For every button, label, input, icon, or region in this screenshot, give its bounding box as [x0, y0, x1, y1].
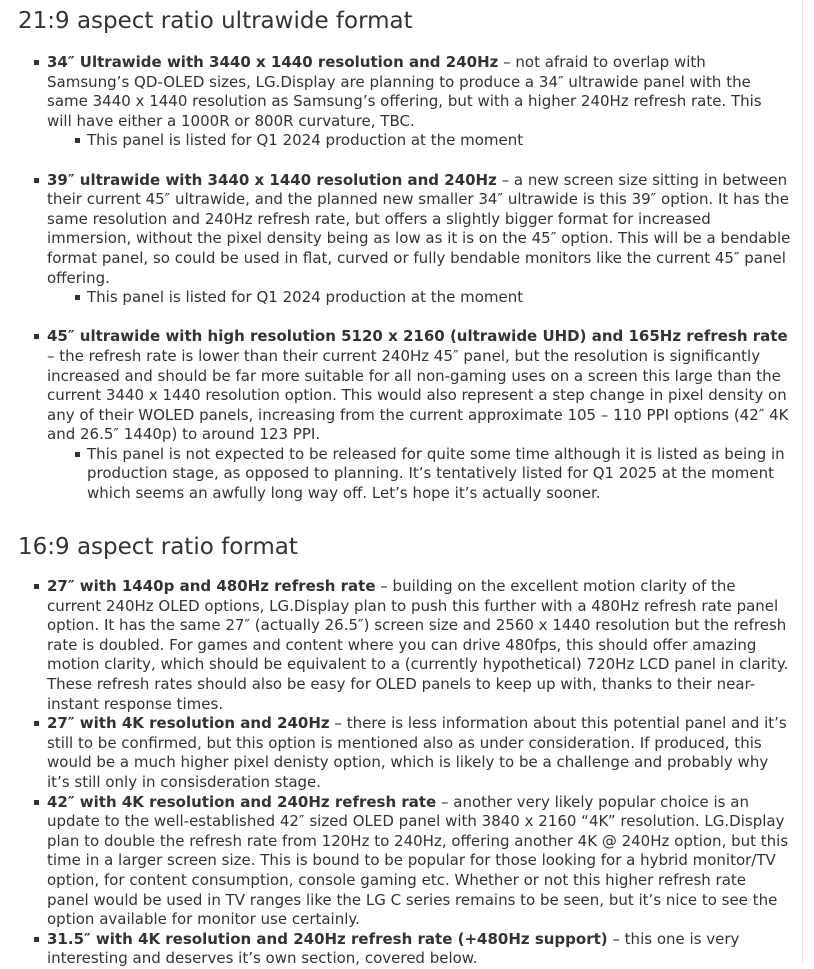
- item-title: 31.5″ with 4K resolution and 240Hz refresh rate (+480Hz support): [47, 929, 608, 948]
- list-item: [33, 327, 791, 503]
- item-title: 27″ with 1440p and 480Hz refresh rate: [47, 577, 376, 595]
- sub-list: [47, 445, 791, 504]
- item-title: 27″ with 4K resolution and 240Hz: [47, 714, 330, 733]
- item-title: 39″ ultrawide with 3440 x 1440 resolution and 240Hz: [47, 170, 497, 189]
- item-body: – there is less information about this potential panel and it’s still to be confirmed, but this option is mentioned also as under consideration. If produced, this would be a much higher pixel denisty option, which is likely to be a challenge and probably why it’s still only in consisderation stage.: [47, 714, 787, 791]
- item-title: 42″ with 4K resolution and 240Hz refresh rate: [47, 792, 437, 811]
- sub-list-item: This panel is listed for Q1 2024 production at the moment: [87, 131, 791, 151]
- item-title: 34″ Ultrawide with 3440 x 1440 resolution and 240Hz: [47, 53, 499, 71]
- sub-list-item: This panel is not expected to be released for quite some time although it is listed as being in production stage, as opposed to planning. It’s tentatively listed for Q1 2025 at the moment which seems an awfully long way off. Let’s hope it’s actually sooner.: [87, 445, 791, 504]
- sub-list: [47, 288, 791, 308]
- ultrawide-panel-list: [33, 53, 791, 504]
- sub-list: [47, 131, 791, 151]
- list-item: [33, 714, 791, 792]
- item-body: – not afraid to overlap with Samsung’s QD-OLED sizes, LG.Display are planning to produce a 34″ ultrawide panel with the same 3440 x 1440 resolution as Samsung’s offering, but with a higher 240Hz refresh rate. This will have either a 1000R or 800R curvature, TBC.: [47, 53, 762, 130]
- list-item: [33, 793, 791, 930]
- standard-panel-list: [33, 577, 791, 969]
- list-item: [33, 171, 791, 308]
- item-body: – this one is very interesting and deserves it’s own section, covered below.: [47, 929, 740, 968]
- sub-list-item: This panel is listed for Q1 2024 production at the moment: [87, 288, 791, 308]
- item-body: – the refresh rate is lower than their current 240Hz 45″ panel, but the resolution is significantly increased and should be far more suitable for all non-gaming uses on a screen this large than the current 3440 x 1440 resolution option. This would also represent a step change in pixel density on any of their WOLED panels, increasing from the current approximate 105 – 110 PPI options (42″ 4K and 26.5″ 1440p) to around 123 PPI.: [47, 346, 789, 444]
- item-body: – building on the excellent motion clarity of the current 240Hz OLED options, LG.Display plan to push this further with a 480Hz refresh rate panel option. It has the same 27″ (actually 26.5″) screen size and 2560 x 1440 resolution but the refresh rate is doubled. For games and content where you can drive 480fps, this should offer amazing motion clarity, which should be equivalent to a (currently hypothetical) 720Hz LCD panel in clarity. These refresh rates should also be easy for OLED panels to keep up with, thanks to their near-instant response times.: [47, 577, 789, 713]
- item-body: – a new screen size sitting in between their current 45″ ultrawide, and the planned new smaller 34″ ultrawide is this 39″ option. It has the same resolution and 240Hz refresh rate, but offers a slightly bigger format for increased immersion, without the pixel density being as low as it is on the 45″ option. This will be a bendable format panel, so could be used in flat, curved or fully bendable monitors like the current 45″ panel offering.: [47, 170, 791, 287]
- list-item: [33, 577, 791, 714]
- section-heading-21-9: 21:9 aspect ratio ultrawide format: [18, 8, 413, 34]
- item-body: – another very likely popular choice is an update to the well-established 42″ sized OLED panel with 3840 x 2160 “4K” resolution. LG.Display plan to double the refresh rate from 120Hz to 240Hz, offering another 4K @ 240Hz option, but this time in a larger screen size. This is bound to be popular for those looking for a hybrid monitor/TV option, for content consumption, console gaming etc. Whether or not this higher refresh rate panel would be used in TV ranges like the LG C series remains to be seen, but it’s nice to see the option available for monitor use certainly.: [47, 792, 789, 929]
- item-title: 45″ ultrawide with high resolution 5120 x 2160 (ultrawide UHD) and 165Hz refresh rate: [47, 327, 788, 346]
- list-item: [33, 53, 791, 151]
- section-heading-16-9: 16:9 aspect ratio format: [18, 534, 298, 560]
